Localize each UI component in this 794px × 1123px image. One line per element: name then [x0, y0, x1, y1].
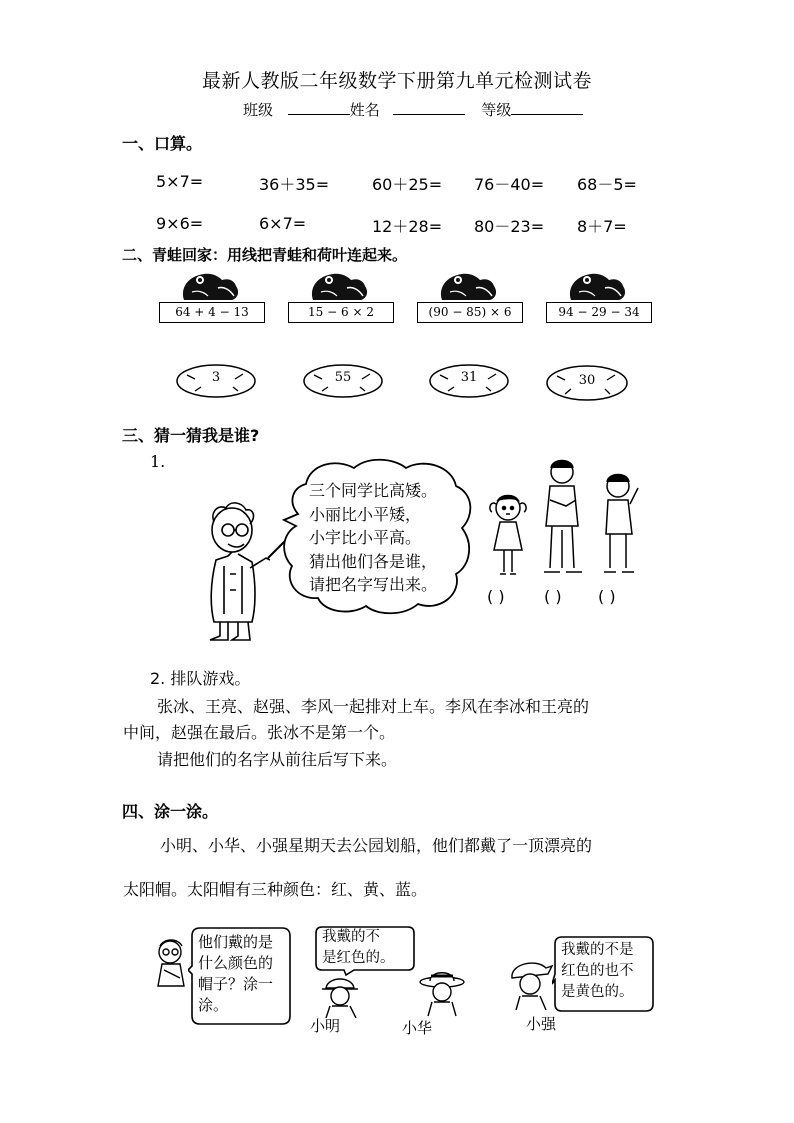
calc-item: 36＋35= [259, 175, 330, 194]
class-label: 班级 [243, 101, 274, 119]
calc-item: 9×6= [156, 214, 204, 233]
bubble-line: 什么颜色的 [198, 954, 274, 972]
bubble-line: 猜出他们各是谁， [309, 551, 438, 571]
calc-item: 60＋25= [372, 175, 443, 194]
bubble-text [561, 940, 634, 1003]
bubble-text [322, 927, 395, 969]
grade-blank[interactable] [511, 100, 583, 115]
bubble-line: 他们戴的是 [198, 933, 274, 951]
frog-icon [178, 270, 242, 304]
calc-item: 8＋7= [577, 217, 627, 236]
lily-pad-value: 55 [334, 370, 352, 385]
bubble-line: 是黄色的。 [561, 984, 634, 1000]
bubble-line: 我戴的不是 [561, 942, 634, 958]
tall-boy-icon [536, 456, 590, 580]
question-2-text: 中间，赵强在最后。张冰不是第一个。 [123, 723, 396, 742]
grade-label: 等级 [481, 101, 512, 119]
calc-item: 76－40= [474, 175, 545, 194]
bubble-line: 红色的也不 [561, 963, 634, 979]
lily-pad-value: 31 [460, 370, 478, 385]
answer-blank[interactable]: ( ) [487, 587, 505, 606]
page-title: 最新人教版二年级数学下册第九单元检测试卷 [201, 70, 592, 92]
lily-pad-value: 3 [211, 370, 221, 385]
lily-pad-value: 30 [578, 373, 596, 388]
student-info [243, 99, 583, 120]
bubble-text [198, 932, 273, 1016]
lily-pad[interactable] [175, 363, 257, 399]
name-blank[interactable] [393, 100, 465, 115]
section4-text: 太阳帽。太阳帽有三种颜色：红、黄、蓝。 [123, 880, 428, 899]
kid-name-label: 小强 [526, 1015, 557, 1033]
frog-icon [565, 270, 629, 304]
expression-box[interactable]: 64 + 4 − 13 [159, 302, 265, 323]
bubble-line: 帽子？涂一 [198, 975, 274, 993]
lily-pad[interactable] [428, 363, 510, 399]
section2-heading: 二、青蛙回家：用线把青蛙和荷叶连起来。 [122, 246, 408, 264]
frog-icon [307, 270, 371, 304]
calc-item: 80－23= [474, 217, 545, 236]
question-2-text: 张冰、王亮、赵强、李风一起排对上车。李风在李冰和王亮的 [157, 697, 590, 716]
kid-name-label: 小华 [402, 1019, 433, 1037]
xiaohua-icon [416, 966, 468, 1018]
xiaoming-icon [318, 972, 364, 1018]
question-2-text: 请把他们的名字从前往后写下来。 [157, 750, 398, 769]
lily-pad[interactable] [302, 363, 384, 399]
bubble-line: 是红色的。 [322, 950, 395, 966]
bubble-line: 请把名字写出来。 [309, 575, 438, 594]
expression-box[interactable]: 94 − 29 − 34 [546, 302, 652, 323]
calc-item: 5×7= [156, 172, 204, 191]
section4-heading: 四、涂一涂。 [122, 802, 219, 821]
question-number: 1. [150, 452, 166, 471]
answer-blank[interactable]: ( ) [544, 587, 562, 606]
bubble-line: 涂。 [198, 996, 229, 1014]
section3-heading: 三、猜一猜我是谁? [122, 426, 260, 445]
xiaoqiang-icon [506, 956, 556, 1012]
kid-name-label: 小明 [310, 1017, 341, 1035]
answer-blank[interactable]: ( ) [598, 587, 616, 606]
bubble-text [309, 479, 437, 597]
calc-item: 12＋28= [372, 217, 443, 236]
frog-icon [436, 270, 500, 304]
bubble-line: 小宇比小平高。 [309, 528, 422, 547]
expression-box[interactable]: 15 − 6 × 2 [288, 302, 394, 323]
calc-item: 68－5= [577, 175, 637, 194]
girl-icon [484, 488, 532, 584]
name-label: 姓名 [349, 101, 380, 119]
lily-pad[interactable] [545, 364, 629, 402]
expression-box[interactable]: (90 − 85) × 6 [417, 302, 523, 323]
calc-item: 6×7= [259, 214, 307, 233]
section4-text: 小明、小华、小强星期天去公园划船，他们都戴了一顶漂亮的 [160, 836, 593, 855]
class-blank[interactable] [288, 100, 350, 115]
question-2-title: 2. 排队游戏。 [150, 669, 251, 688]
boy-icon [594, 468, 644, 578]
bubble-line: 三个同学比高矮。 [309, 481, 438, 500]
bubble-line: 我戴的不 [322, 929, 380, 945]
section1-heading: 一、口算。 [122, 134, 203, 153]
bubble-line: 小丽比小平矮， [309, 504, 422, 524]
